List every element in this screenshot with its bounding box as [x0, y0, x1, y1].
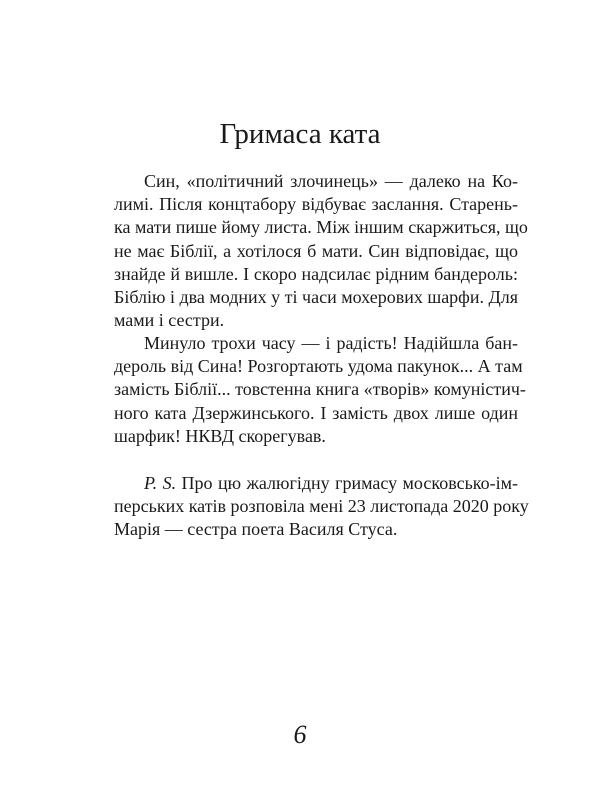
text-line: Марія — сестра поета Василя Стуса. — [114, 519, 398, 540]
text-line: дероль від Сина! Розгортають удома пакунок... А там — [114, 356, 523, 377]
text-line: знайде й вишле. І скоро надсилає рідним бандероль: — [114, 263, 518, 284]
page-number: 6 — [293, 720, 307, 749]
text-line: Син, «політичний злочинець» — далеко на Ко- — [144, 171, 518, 191]
text-line: ного ката Дзержинського. І замість двох лише один — [114, 402, 518, 423]
text-line — [114, 472, 518, 495]
text-line: шарфик! НКВД скорегував. — [114, 425, 326, 446]
text-line: не має Біблії, а хотілося б мати. Син відповідає, що — [114, 240, 518, 261]
paragraph-1 — [114, 170, 528, 332]
text-line: ка мати пише йому листа. Між іншим скаржиться, що — [114, 217, 528, 238]
text-line: Біблію і два модних у ті часи мохерових шарфи. Для — [114, 286, 519, 307]
postscript — [114, 472, 529, 542]
ps-label: P. S. — [144, 473, 177, 493]
text-line: лимі. Після концтабору відбуває заслання. Старень- — [114, 194, 518, 215]
paragraph-2 — [114, 332, 526, 448]
page-title: Гримаса ката — [219, 118, 381, 150]
ps-text: Про цю жалюгідну гримасу московсько-ім- — [181, 473, 518, 493]
text-line: Минуло трохи часу — і радість! Надійшла бан- — [144, 333, 518, 353]
text-line: перських катів розповіла мені 23 листопада 2020 року — [114, 496, 529, 517]
text-line: мами і сестри. — [114, 310, 225, 331]
text-line: замість Біблії... товстенна книга «творів» комуністич- — [114, 379, 526, 400]
